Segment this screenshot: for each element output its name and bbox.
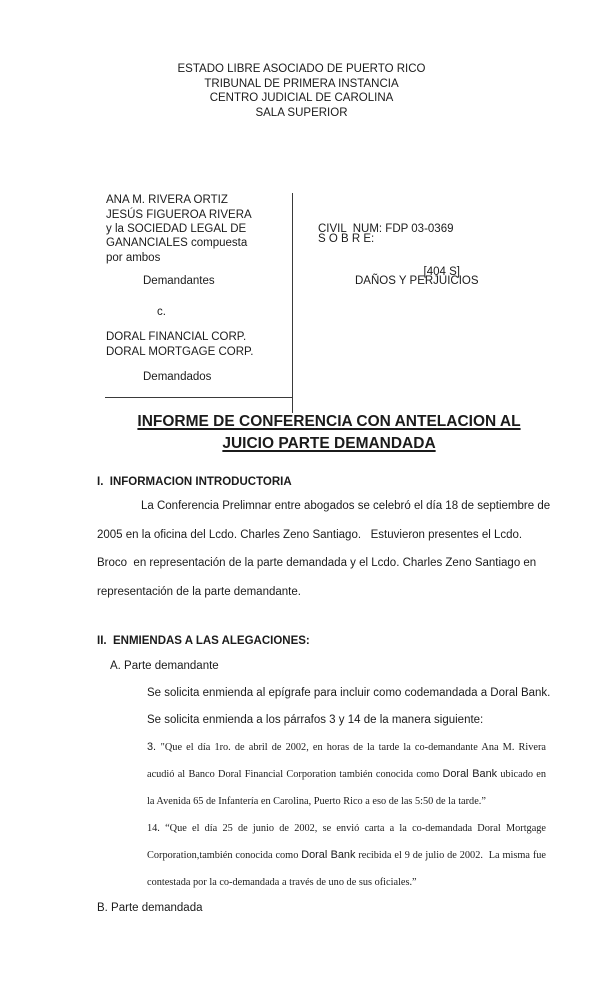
court-header-line-1: ESTADO LIBRE ASOCIADO DE PUERTO RICO [177, 63, 426, 75]
section-1-heading: I. INFORMACION INTRODUCTORIA [97, 476, 292, 489]
quoted-amendments-block [147, 734, 549, 896]
caption-vertical-rule [292, 193, 293, 413]
caption-horizontal-rule [105, 397, 292, 398]
plaintiff-line-3: y la SOCIEDAD LEGAL DE [106, 222, 247, 235]
paragraph-14-text-b: recibida el 9 de julio de 2002. La misma fue contestada por la co-demandada a través de uno de sus oficiales.” [147, 850, 549, 889]
case-caption [0, 193, 603, 413]
case-info-block [318, 193, 460, 307]
paragraph-3-number: 3. [147, 741, 161, 754]
civil-number: CIVIL NUM: FDP 03-0369 [318, 222, 454, 235]
civil-number-sub: [404 S] [423, 265, 460, 278]
subsection-a-label: A. Parte demandante [110, 660, 219, 673]
plaintiff-line-5: por ambos [106, 251, 161, 264]
defendant-line-1: DORAL FINANCIAL CORP. [106, 331, 247, 344]
paragraph-3-text-a: "Que el día 1ro. de abril de 2002, en horas de la tarde la co-demandante Ana M. Rivera acudió al Banco Doral Financial Corporation también conocida como [147, 742, 549, 781]
plaintiff-line-1: ANA M. RIVERA ORTIZ [106, 194, 228, 207]
plaintiffs-role-label: Demandantes [143, 275, 215, 288]
plaintiff-line-2: JESÚS FIGUEROA RIVERA [106, 208, 252, 221]
court-header-line-2: TRIBUNAL DE PRIMERA INSTANCIA [204, 77, 399, 90]
court-header-line-3: CENTRO JUDICIAL DE CAROLINA [209, 92, 394, 105]
defendants-role-label: Demandados [143, 371, 212, 384]
paragraph-14-doral-bank: Doral Bank [301, 849, 356, 862]
amendment-request-1: Se solicita enmienda al epígrafe para incluir como codemandada a Doral Bank. [147, 687, 551, 700]
court-header-line-4: SALA SUPERIOR [255, 106, 348, 119]
document-title [85, 411, 573, 455]
document-title-line-2: JUICIO PARTE DEMANDADA [222, 435, 436, 453]
paragraph-3-text-b: ubicado en la Avenida 65 de Infantería en Carolina, Puerto Rico a eso de las 5:50 de la tarde.” [147, 769, 549, 808]
plaintiffs-block [106, 193, 252, 264]
quoted-paragraph-3 [147, 734, 549, 815]
court-header [0, 0, 603, 120]
section-2-heading: II. ENMIENDAS A LAS ALEGACIONES: [97, 635, 310, 648]
subsection-b-label: B. Parte demandada [97, 902, 203, 915]
defendant-line-2: DORAL MORTGAGE CORP. [106, 345, 254, 358]
plaintiff-line-4: GANANCIALES compuesta [106, 237, 248, 250]
sobre-label: S O B R E: [318, 233, 375, 246]
defendants-block [106, 330, 253, 359]
intro-paragraph: La Conferencia Prelimnar entre abogados se celebró el día 18 de septiembre de 2005 en la oficina del Lcdo. Charles Zeno Santiago. Estuvieron presentes el Lcdo. Broco en representación de la parte demandada y el Lcdo. Charles Zeno Santiago en representación de la parte demandante. [97, 500, 554, 598]
paragraph-3-doral-bank: Doral Bank [442, 768, 498, 781]
quoted-paragraph-14 [147, 815, 549, 896]
document-title-line-1: INFORME DE CONFERENCIA CON ANTELACION AL [137, 413, 521, 431]
case-subject: DAÑOS Y PERJUICIOS [355, 275, 479, 288]
amendment-request-2: Se solicita enmienda a los párrafos 3 y 14 de la manera siguiente: [147, 714, 484, 727]
versus-label: c. [157, 306, 166, 319]
paragraph-14-text-a: 14. “Que el día 25 de junio de 2002, se envió carta a la co-demandada Doral Mortgage Corporation,también conocida como [147, 823, 549, 862]
